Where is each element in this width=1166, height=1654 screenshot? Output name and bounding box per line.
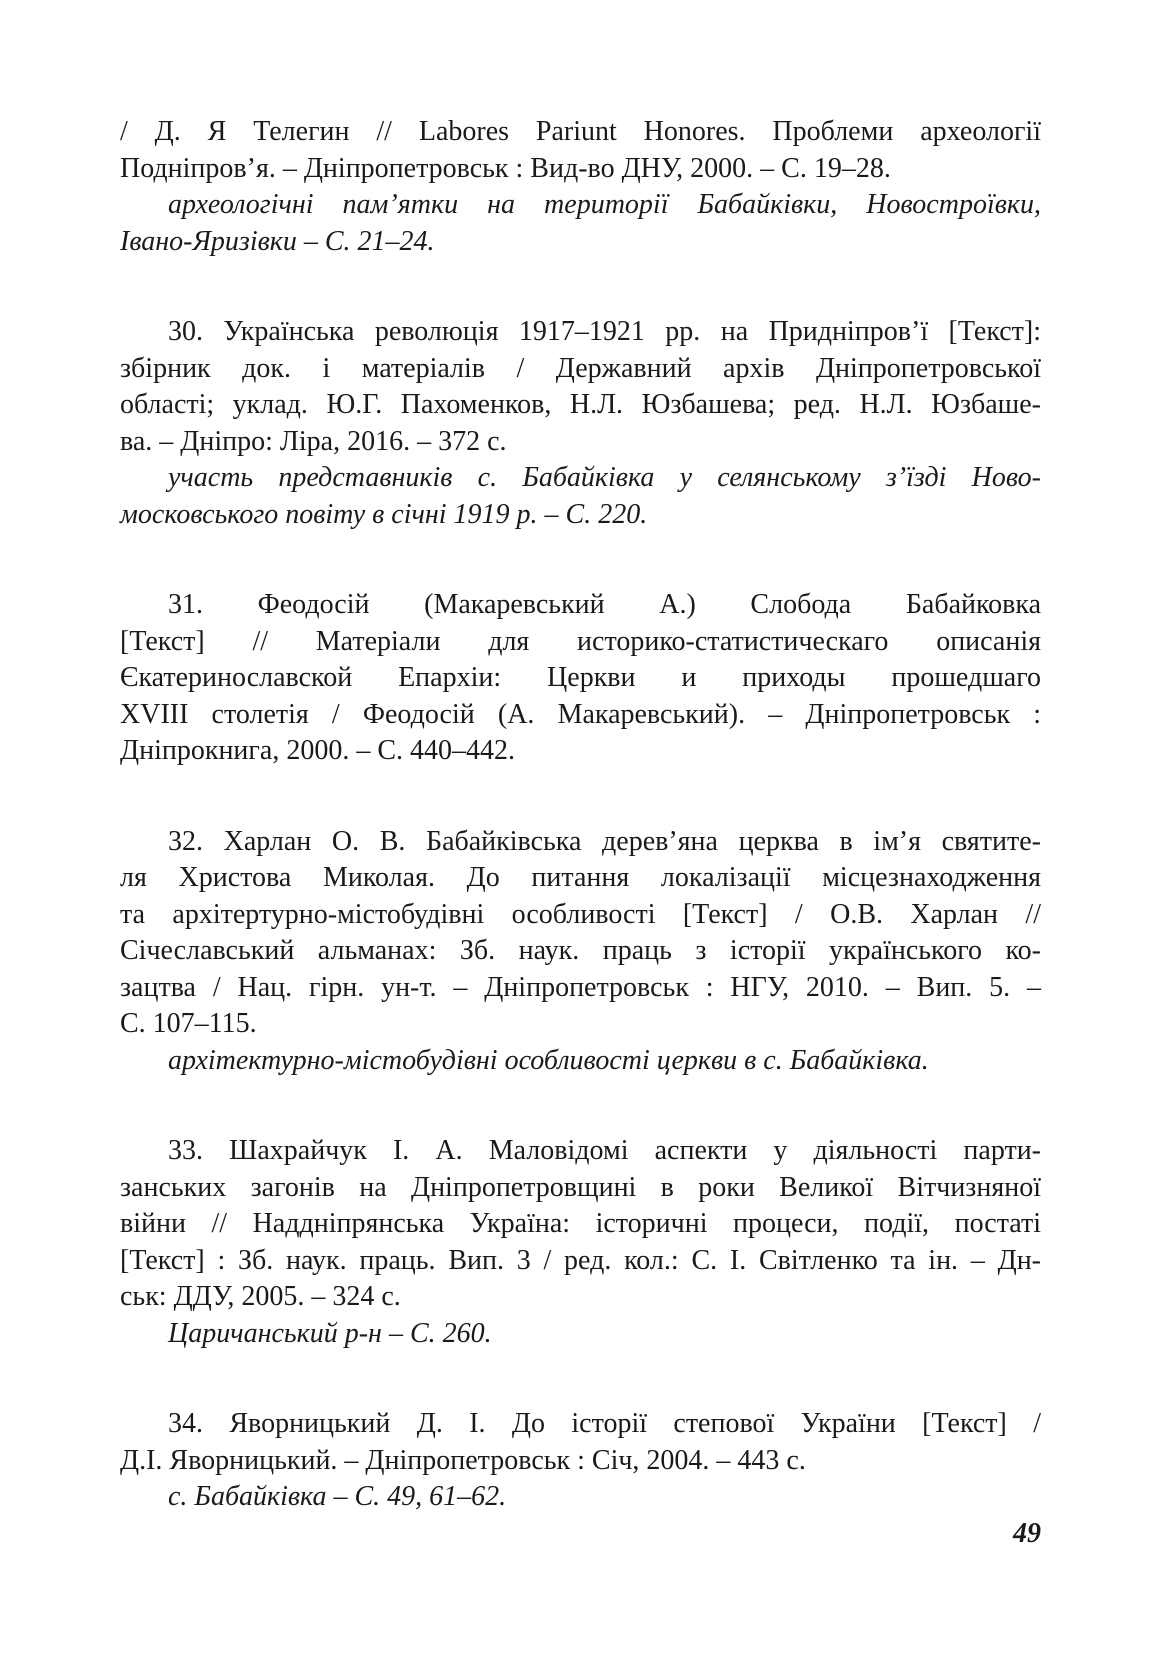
entry-33-note: [120, 1316, 1041, 1353]
entry-34-note: [120, 1479, 1041, 1516]
note-line: Царичанський р-н – С. 260.: [168, 1317, 492, 1349]
entry-30-note: [120, 460, 1041, 533]
entry-32-note: [120, 1043, 1041, 1080]
entry-29-continuation: [120, 114, 1041, 187]
entry-line: ля Христова Миколая. До питання локалізації місцезнаходження: [120, 862, 1041, 893]
note-line: московського повіту в січні 1919 р. – С. 220.: [120, 498, 648, 530]
entry-33: [120, 1133, 1041, 1316]
note-line: архітектурно-містобудівні особливості церкви в с. Бабайківка.: [168, 1044, 929, 1076]
note-line: археологічні пам’ятки на території Бабайківки, Новостроївки,: [168, 189, 1041, 220]
entry-32: [120, 824, 1041, 1043]
note-line: участь представників с. Бабайківка у селянському з’їзді Ново-: [168, 462, 1041, 493]
entry-line: [Текст] : Зб. наук. праць. Вип. 3 / ред. кол.: С. І. Світленко та ін. – Дн-: [120, 1244, 1041, 1276]
entry-line: 34. Яворницький Д. І. До історії степової України [Текст] /: [168, 1408, 1041, 1439]
entry-line: / Д. Я Телегин // Labores Pariunt Honores. Проблеми археології: [120, 116, 1041, 147]
entry-31: [120, 587, 1041, 770]
entry-29-note: [120, 187, 1041, 260]
entry-line: XVIII столетія / Феодосій (А. Макаревський). – Дніпропетровськ :: [120, 698, 1041, 730]
document-page: [120, 114, 1041, 1516]
entry-line: Дніпрокнига, 2000. – С. 440–442.: [120, 735, 516, 766]
entry-line: [Текст] // Матеріали для историко-статистическаго описанія: [120, 625, 1041, 657]
entry-line: занських загонів на Дніпропетровщині в роки Великої Вітчизняної: [120, 1171, 1041, 1203]
entry-line: Єкатеринославской Епархіи: Церкви и приходы прошедшаго: [120, 662, 1041, 693]
entry-line: Подніпров’я. – Дніпропетровськ : Вид-во ДНУ, 2000. – С. 19–28.: [120, 152, 891, 184]
entry-line: 33. Шахрайчук І. А. Маловідомі аспекти у діяльності парти-: [168, 1135, 1041, 1166]
entry-line: збірник док. і матеріалів / Державний архів Дніпропетровської: [120, 352, 1041, 384]
entry-line: Д.І. Яворницький. – Дніпропетровськ : Січ, 2004. – 443 с.: [120, 1444, 806, 1476]
entry-line: війни // Наддніпрянська Україна: історичні процеси, події, постаті: [120, 1208, 1041, 1239]
entry-line: 31. Феодосій (Макаревський А.) Слобода Бабайковка: [168, 589, 1041, 620]
entry-34: [120, 1406, 1041, 1479]
note-line: Івано-Яризівки – С. 21–24.: [120, 225, 435, 257]
entry-line: 32. Харлан О. В. Бабайківська дерев’яна церква в ім’я святите-: [168, 825, 1041, 857]
entry-line: області; уклад. Ю.Г. Пахоменков, Н.Л. Юзбашева; ред. Н.Л. Юзбаше-: [120, 389, 1041, 420]
page-number: 49: [1013, 1518, 1041, 1549]
entry-line: ськ: ДДУ, 2005. – 324 с.: [120, 1281, 401, 1312]
entry-line: С. 107–115.: [120, 1008, 257, 1039]
entry-line: та архітертурно-містобудівні особливості [Текст] / О.В. Харлан //: [120, 898, 1041, 930]
entry-line: Січеславський альманах: Зб. наук. праць з історії українського ко-: [120, 935, 1041, 966]
entry-line: зацтва / Нац. гірн. ун-т. – Дніпропетровськ : НГУ, 2010. – Вип. 5. –: [120, 971, 1041, 1003]
entry-line: ва. – Дніпро: Ліра, 2016. – 372 с.: [120, 425, 507, 457]
note-line: с. Бабайківка – С. 49, 61–62.: [168, 1481, 507, 1512]
entry-line: 30. Українська революція 1917–1921 рр. на Придніпров’ї [Текст]:: [168, 316, 1041, 347]
entry-30: [120, 314, 1041, 460]
